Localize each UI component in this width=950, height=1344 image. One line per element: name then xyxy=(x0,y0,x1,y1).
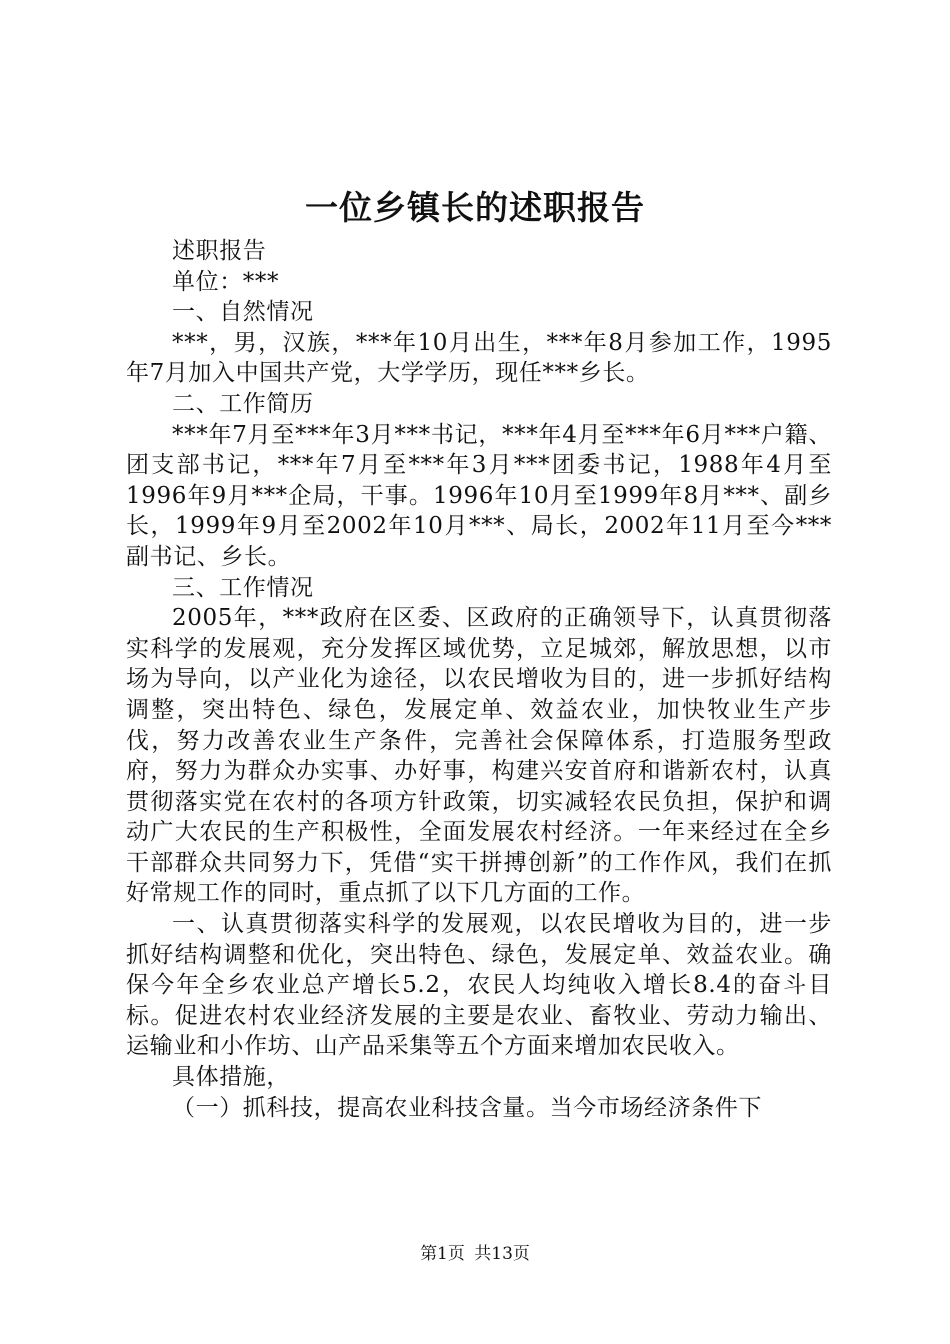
section-heading-natural: 一、自然情况 xyxy=(172,299,314,326)
paragraph-work-point-one: 一、认真贯彻落实科学的发展观，以农民增收为目的，进一步抓好结构调整和优化，突出特色、绿色，发展定单、效益农业。确保今年全乡农业总产增长5.2，农民人均纯收入增长8.4的奋斗目标。促进农村农业经济发展的主要是农业、畜牧业、劳动力输出、运输业和小作坊、山产品采集等五个方面来增加农民收入。 xyxy=(126,911,832,1060)
page-total: 共13页 xyxy=(474,1244,530,1264)
document-title: 一位乡镇长的述职报告 xyxy=(305,188,645,227)
paragraph-report-label: 述职报告 xyxy=(172,238,267,264)
page-footer xyxy=(0,1242,950,1266)
page-number: 第1页 xyxy=(420,1244,465,1264)
section-heading-resume: 二、工作简历 xyxy=(172,390,314,417)
paragraph-resume: ***年7月至***年3月***书记，***年4月至***年6月***户籍、团支部书记，***年7月至***年3月***团委书记，1988年4月至1996年9月***企局，干事。1996年10月至1999年8月***、副乡长，1999年9月至2002年10月***、局长，2002年11月至今***副书记、乡长。 xyxy=(126,421,832,570)
document-body xyxy=(126,236,832,1123)
paragraph-unit: 单位：*** xyxy=(172,268,280,295)
paragraph-measures-label: 具体措施， xyxy=(172,1064,290,1091)
paragraph-natural-info: ***，男，汉族，***年10月出生，***年8月参加工作，1995年7月加入中国共产党，大学学历，现任***乡长。 xyxy=(126,329,832,387)
paragraph-work-overview: 2005年，***政府在区委、区政府的正确领导下，认真贯彻落实科学的发展观，充分发挥区域优势，立足城郊，解放思想，以市场为导向，以产业化为途径，以农民增收为目的，进一步抓好结构调整，突出特色、绿色，发展定单、效益农业，加快牧业生产步伐，努力改善农业生产条件，完善社会保障体系，打造服务型政府，努力为群众办实事、办好事，构建兴安首府和谐新农村，认真贯彻落实党在农村的各项方针政策，切实减轻农民负担，保护和调动广大农民的生产积极性，全面发展农村经济。一年来经过在全乡干部群众共同努力下，凭借“实干拼搏创新”的工作作风，我们在抓好常规工作的同时，重点抓了以下几方面的工作。 xyxy=(126,605,832,907)
section-heading-work: 三、工作情况 xyxy=(172,574,314,601)
paragraph-measure-one: （一）抓科技，提高农业科技含量。当今市场经济条件下 xyxy=(172,1094,762,1121)
